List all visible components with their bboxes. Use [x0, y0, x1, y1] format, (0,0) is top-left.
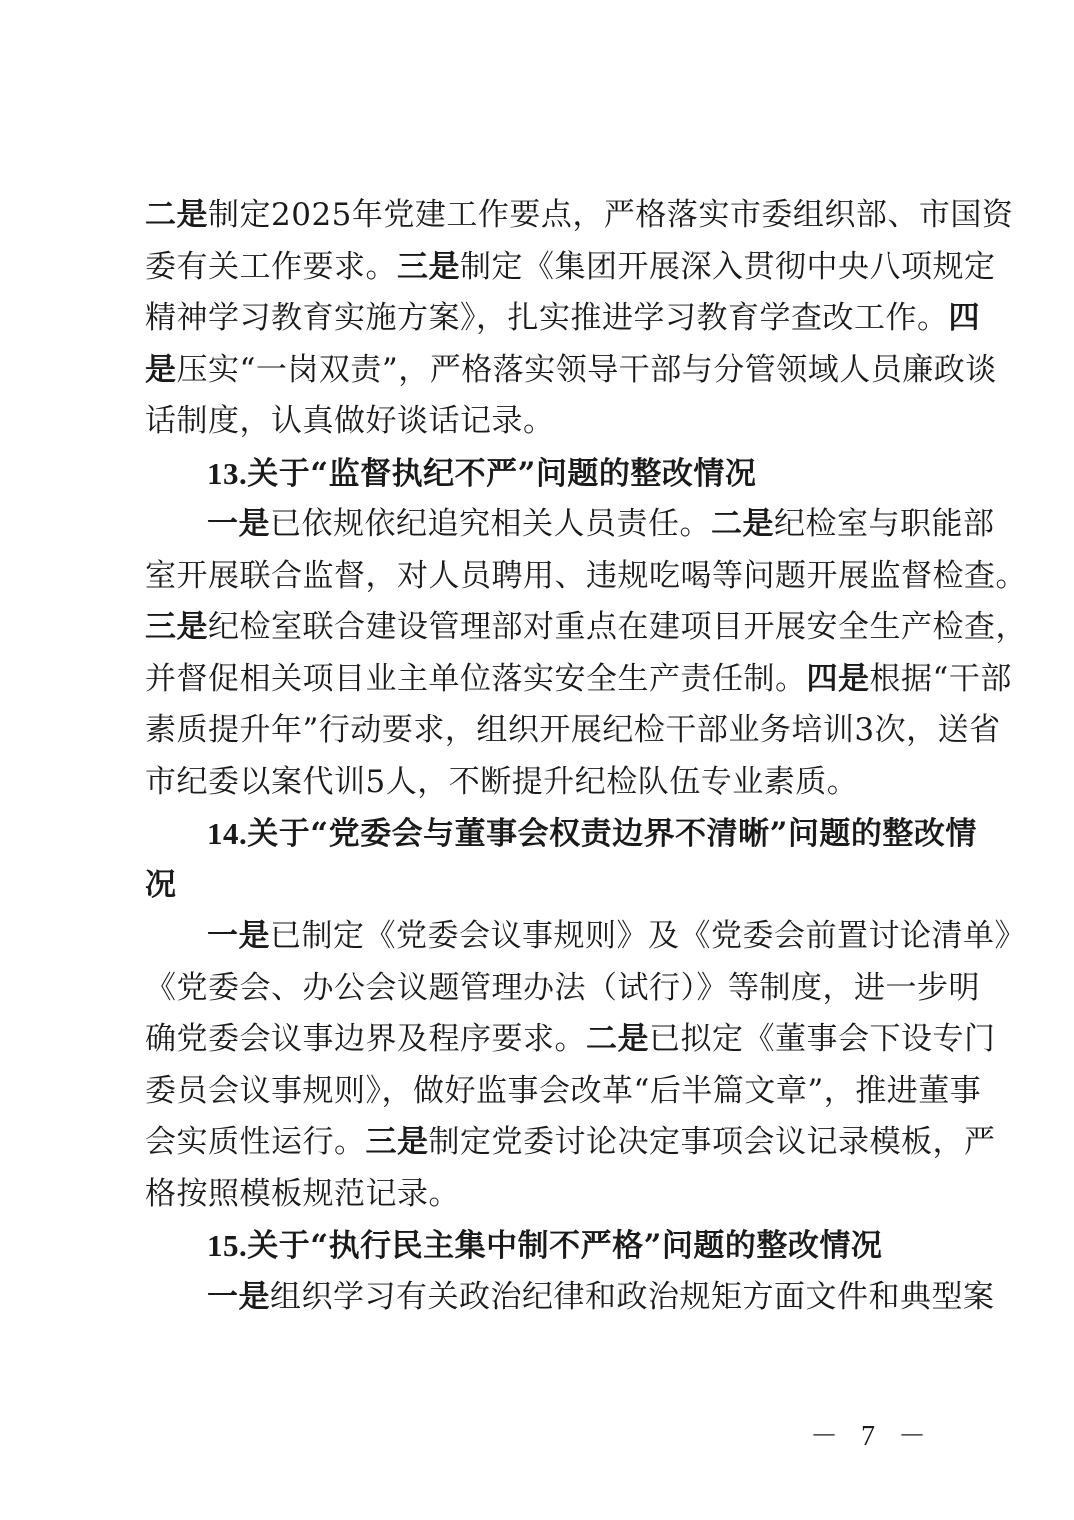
bold-lead: 四是: [806, 660, 870, 697]
line-text: 话制度，认真做好谈话记录。: [145, 403, 555, 439]
section-heading-14-continued: [145, 860, 935, 912]
line-text: 会实质性运行。: [145, 1124, 366, 1160]
line-text: 并督促相关项目业主单位落实安全生产责任制。: [145, 660, 807, 697]
section-heading-14: [145, 808, 977, 860]
heading-text: 况: [145, 866, 177, 903]
bold-lead: 二是: [586, 1021, 649, 1057]
paragraph-line: [145, 1014, 996, 1066]
line-text: 已制定《党委会议事规则》及《党委会前置讨论清单》: [270, 918, 1026, 954]
page-number: － 7 －: [809, 1421, 934, 1452]
line-text: 纪检室联合建设管理部对重点在建项目开展安全生产检查，: [208, 609, 1027, 645]
paragraph-line: [145, 654, 1012, 706]
section-heading-15: [145, 1220, 935, 1272]
line-text: 确党委会议事边界及程序要求。: [145, 1021, 586, 1057]
paragraph-line: [145, 293, 980, 345]
bold-lead: 四: [948, 300, 980, 336]
paragraph-line: [145, 602, 1027, 654]
body-text: [145, 190, 1027, 1323]
line-text: 制定《集团开展深入贯彻中央八项规定: [460, 248, 996, 285]
bold-lead: 一是: [207, 918, 270, 954]
paragraph-line: [145, 242, 996, 294]
paragraph-line: [145, 911, 1026, 963]
line-text: 精神学习教育实施方案》，扎实推进学习教育学查改工作。: [145, 300, 949, 336]
paragraph-line: [145, 345, 997, 397]
paragraph-line: [145, 1117, 996, 1169]
heading-number: 15.: [207, 1228, 248, 1263]
paragraph-line: [145, 190, 1014, 242]
line-text: 市纪委以案代训5人，不断提升纪检队伍专业素质。: [145, 763, 859, 800]
paragraph-line: [145, 1066, 982, 1118]
line-text: 素质提升年”行动要求，组织开展纪检干部业务培训3次，送省: [145, 712, 1001, 748]
line-text: 纪检室与职能部: [774, 506, 995, 542]
heading-number: 13.: [207, 455, 248, 491]
line-text: 委员会议事规则》，做好监事会改革“后半篇文章”，推进董事: [145, 1072, 982, 1109]
bold-lead: 是: [145, 351, 177, 388]
line-text: 已依规依纪追究相关人员责任。: [270, 506, 711, 542]
paragraph-line: [145, 1272, 995, 1324]
heading-text: 关于“党委会与董事会权责边界不清晰”问题的整改情: [247, 816, 977, 852]
line-text: 制定2025年党建工作要点，严格落实市委组织部、市国资: [208, 197, 1014, 233]
line-text: 《党委会、办公会议题管理办法（试行）》等制度，进一步明: [145, 969, 980, 1006]
line-text: 委有关工作要求。: [145, 248, 397, 285]
bold-lead: 二是: [711, 506, 774, 542]
line-text: 格按照模板规范记录。: [145, 1175, 460, 1212]
line-text: 室开展联合监督，对人员聘用、违规吃喝等问题开展监督检查。: [145, 557, 1027, 594]
bold-lead: 二是: [145, 197, 208, 233]
line-text: 组织学习有关政治纪律和政治规矩方面文件和典型案: [270, 1278, 995, 1315]
paragraph-line: [145, 551, 1027, 603]
bold-lead: 三是: [397, 248, 460, 285]
paragraph-line: [145, 1169, 935, 1221]
line-text: 压实“一岗双责”，严格落实领导干部与分管领域人员廉政谈: [176, 351, 997, 388]
paragraph-line: [145, 757, 935, 809]
bold-lead: 三是: [145, 609, 208, 645]
paragraph-line: [145, 499, 995, 551]
section-heading-13: [145, 448, 935, 500]
line-text: 已拟定《董事会下设专门: [649, 1021, 996, 1057]
paragraph-line: [145, 705, 1001, 757]
paragraph-line: [145, 396, 935, 448]
line-text: 制定党委讨论决定事项会议记录模板，严: [428, 1124, 996, 1160]
heading-number: 14.: [207, 816, 248, 851]
line-text: 根据“干部: [869, 660, 1012, 697]
bold-lead: 三是: [365, 1124, 429, 1160]
paragraph-line: [145, 963, 980, 1015]
heading-text: 关于“执行民主集中制不严格”问题的整改情况: [247, 1228, 883, 1264]
bold-lead: 一是: [207, 506, 270, 542]
bold-lead: 一是: [207, 1278, 270, 1315]
heading-text: 关于“监督执纪不严”问题的整改情况: [247, 455, 757, 492]
